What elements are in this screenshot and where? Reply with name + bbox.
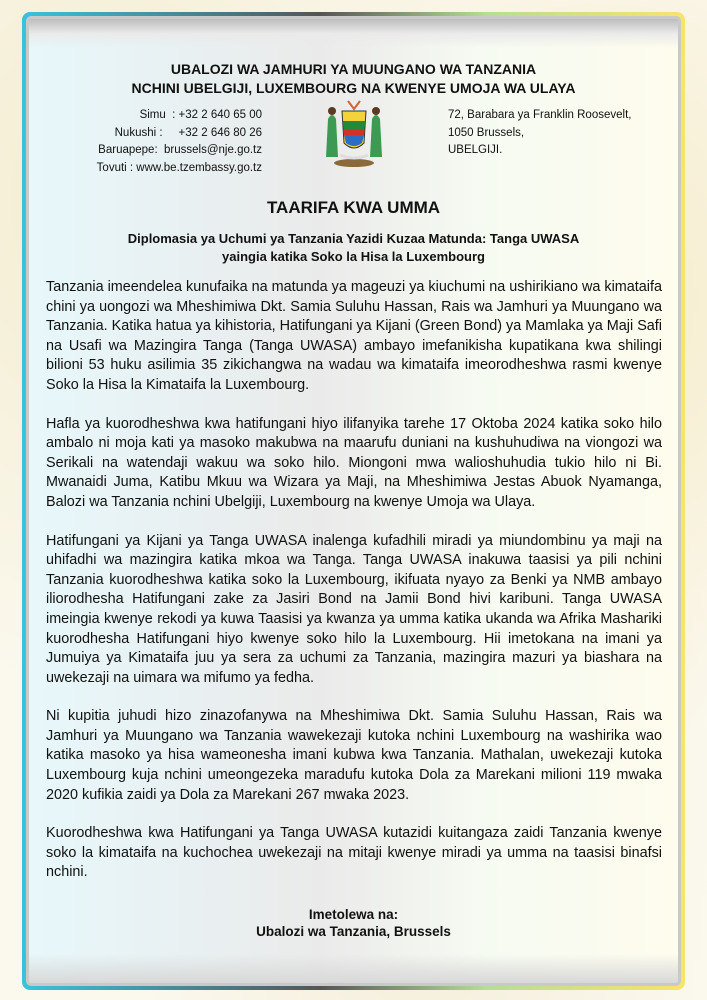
contact-website: Tovuti : www.be.tzembassy.go.tz (96, 161, 262, 174)
header-line-2: NCHINI UBELGIJI, LUXEMBOURG NA KWENYE UMOJA WA ULAYA (131, 80, 576, 96)
subtitle-line-1: Diplomasia ya Uchumi ya Tanzania Yazidi Kuzaa Matunda: Tanga UWASA (127, 231, 580, 246)
address-line-1: 72, Barabara ya Franklin Roosevelt, (448, 109, 632, 121)
signature-block (0, 906, 707, 940)
paragraph: Tanzania imeendelea kunufaika na matunda ya mageuzi ya kiuchumi na ushirikiano wa kimataifa chini ya uongozi wa Mheshimiwa Dkt. Samia Suluhu Hassan, Rais wa Jamhuri ya Muungano wa Tanzania. Katika hatua ya kihistoria, Hatifungani ya Kijani (Green Bond) ya Mamlaka ya Maji Safi na Usafi wa Mazingira Tanga (Tanga UWASA) ambayo imefanikisha kupatikana kwa shilingi bilioni 53 huku asilimia 35 zikichangwa na wadau wa kimataifa imeorodheshwa rasmi kwenye Soko la Hisa la Kimataifa la Luxembourg. (46, 279, 662, 393)
paragraph: Hatifungani ya Kijani ya Tanga UWASA inalenga kufadhili miradi ya miundombinu ya maji na uhifadhi wa mazingira katika mkoa wa Tanga. Tanga UWASA inakuwa taasisi ya pili nchini Tanzania kuorodheshwa katika soko la Luxembourg, ikifuata nyayo za Benki ya NMB ambayo iliorodhesha Hatifungani zake za Jasiri Bond na Jamii Bond hivi karibuni. Tanga UWASA imeingia kwenye rekodi ya kuwa Taasisi ya kwanza ya umma katika ukanda wa Afrika Mashariki kuorodhesha Hatifungani hiyo kwenye soko hilo la Luxembourg. Hii imetokana na imani ya Jumuiya ya Kimataifa juu ya sera za uchumi za Tanzania, mazingira mazuri ya biashara na uwekezaji na uimara wa mifumo ya fedha. (46, 532, 662, 686)
document-subtitle (0, 230, 707, 266)
signature-line-1: Imetolewa na: (308, 907, 399, 922)
address-block (448, 107, 631, 160)
contact-email: Baruapepe: brussels@nje.go.tz (98, 144, 262, 156)
address-line-3: UBELGIJI. (448, 144, 503, 156)
paragraph: Ni kupitia juhudi hizo zinazofanywa na Mheshimiwa Dkt. Samia Suluhu Hassan, Rais wa Jamhuri ya Muungano wa Tanzania wawekezaji kutoka nchini Luxembourg na washirika wao katika masoko ya hisa wameonesha imani kubwa kwa Tanzania. Mathalan, uwekezaji kutoka Luxembourg kuja nchini umeongezeka maradufu kutoka Dola za Marekani milioni 119 mwaka 2020 kufikia zaidi ya Dola za Marekani 267 mwaka 2023. (46, 708, 662, 803)
contact-phone: Simu : +32 2 640 65 00 (139, 109, 262, 121)
document-title: TAARIFA KWA UMMA (266, 198, 441, 217)
contact-block (97, 107, 262, 177)
paragraph: Kuorodheshwa kwa Hatifungani ya Tanga UWASA kutazidi kuitangaza zaidi Tanzania kwenye soko la kimataifa na kuchochea uwekezaji na mitaji kwenye miradi ya umma na taasisi binafsi nchini. (46, 825, 662, 881)
document-body (46, 278, 662, 902)
signature-line-2: Ubalozi wa Tanzania, Brussels (256, 924, 451, 939)
address-line-2: 1050 Brussels, (448, 126, 525, 139)
paragraph: Hafla ya kuorodheshwa kwa hatifungani hiyo ilifanyika tarehe 17 Oktoba 2024 katika soko hilo ambalo ni moja kati ya masoko makubwa na maarufu duniani na kushuhudiwa na viongozi wa Serikali na watendaji wakuu wa soko hilo. Miongoni mwa walioshuhudia tukio hilo ni Bi. Mwanaidi Juma, Katibu Mkuu wa Wizara ya Maji, na Mheshimiwa Jestas Abuok Nyamanga, Balozi wa Tanzania nchini Ubelgiji, Luxembourg na kwenye Umoja wa Ulaya. (46, 415, 662, 510)
contact-fax: Nukushi : +32 2 646 80 26 (114, 126, 262, 139)
header-line-1: UBALOZI WA JAMHURI YA MUUNGANO WA TANZANIA (170, 61, 537, 77)
coat-of-arms-icon (318, 97, 390, 169)
subtitle-line-2: yaingia katika Soko la Hisa la Luxembourg (222, 249, 485, 264)
